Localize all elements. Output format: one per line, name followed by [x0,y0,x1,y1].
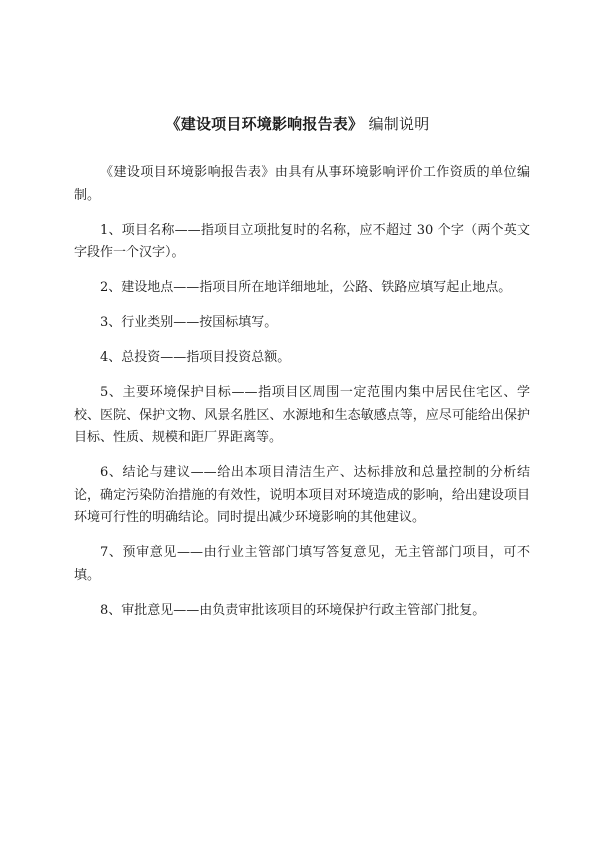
item-approval-opinion: 8、审批意见——由负责审批该项目的环境保护行政主管部门批复。 [100,602,486,618]
item-pre-review-opinion: 7、预审意见——由行业主管部门填写答复意见，无主管部门项目，可不填。 [74,545,530,583]
document-title-suffix: 编制说明 [368,115,430,133]
item-conclusions: 6、结论与建议——给出本项目清洁生产、达标排放和总量控制的分析结论，确定污染防治措施的有效性，说明本项目对环境造成的影响，给出建设项目环境可行性的明确结论。同时提出减少环境影响的其他建议。 [74,465,530,525]
item-industry-category: 3、行业类别——按国标填写。 [100,315,278,330]
document-title [0,114,595,134]
document-body [74,162,530,622]
intro-paragraph: 《建设项目环境影响报告表》由具有从事环境影响评价工作资质的单位编制。 [74,165,530,203]
document-title-main: 《建设项目环境影响报告表》 [165,115,364,133]
item-total-investment: 4、总投资——指项目投资总额。 [100,350,291,365]
item-protection-targets: 5、主要环境保护目标——指项目区周围一定范围内集中居民住宅区、学校、医院、保护文物、风景名胜区、水源地和生态敏感点等，应尽可能给出保护目标、性质、规模和距厂界距离等。 [74,385,530,445]
item-project-name: 1、项目名称——指项目立项批复时的名称，应不超过 30 个字（两个英文字段作一个汉字）。 [74,222,530,260]
item-construction-site: 2、建设地点——指项目所在地详细地址，公路、铁路应填写起止地点。 [100,280,512,295]
